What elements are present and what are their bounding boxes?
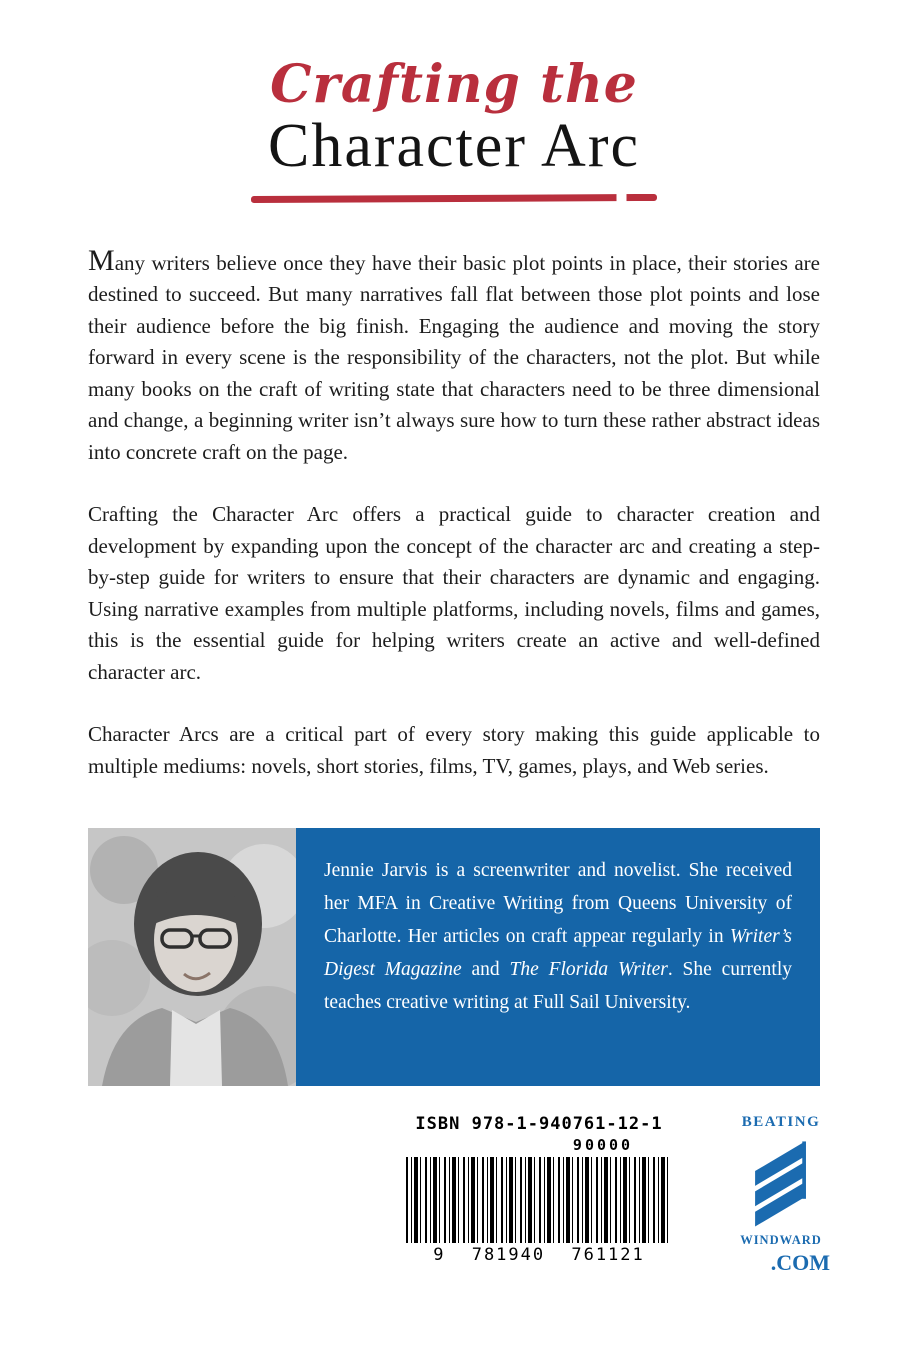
- author-bio: [296, 828, 820, 1086]
- footer: [88, 1114, 830, 1344]
- bio-italic-title-2: The Florida Writer: [509, 959, 668, 981]
- bio-italic-title-1: Writer’s Digest Magazine: [324, 926, 792, 981]
- sail-logo-icon: [744, 1137, 818, 1231]
- isbn-barcode-block: [406, 1114, 672, 1265]
- bio-text-segment: and: [461, 959, 510, 981]
- barcode-price-code: 90000: [572, 1136, 634, 1155]
- title-block: [88, 54, 820, 202]
- author-section: [88, 828, 820, 1086]
- publisher-domain-suffix: .COM: [770, 1250, 830, 1276]
- barcode-bars: [406, 1157, 672, 1243]
- synopsis-paragraph-2: Crafting the Character Arc offers a practical guide to character creation and development by expanding upon the concept of the character arc and creating a step-by-step guide for writers to ensure that their characters are dynamic and engaging. Using narrative examples from multiple platforms, including novels, films and games, this is the essential guide for helping writers create an active and well-defined character arc.: [88, 502, 820, 684]
- isbn-number: ISBN 978-1-940761-12-1: [415, 1114, 663, 1135]
- synopsis-paragraph-1: [88, 243, 820, 469]
- barcode-digits: 9 781940 761121: [433, 1245, 645, 1266]
- publisher-logo-block: [728, 1114, 834, 1276]
- title-main: Character Arc: [268, 111, 640, 180]
- dropcap-initial: M: [88, 243, 115, 277]
- publisher-name-top: BEATING: [741, 1114, 821, 1131]
- author-portrait-image: [88, 828, 296, 1086]
- synopsis-paragraph-3: Character Arcs are a critical part of every story making this guide applicable to multiple mediums: novels, short stories, films, TV, games, plays, and Web series.: [88, 722, 820, 778]
- paragraph-text: any writers believe once they have their basic plot points in place, their stories are destined to succeed. But many narratives fall flat between those plot points and lose their audience before the big finish. Engaging the audience and moving the story forward in every scene is the responsibility of the characters, not the plot. But while many books on the craft of writing state that characters need to be three dimensional and change, a beginning writer isn’t always sure how to turn these rather abstract ideas into concrete craft on the page.: [88, 250, 820, 464]
- title-underline-rule: [251, 194, 657, 203]
- synopsis-section: [88, 243, 820, 783]
- bio-text-segment: Jennie Jarvis is a screenwriter and novelist. She received her MFA in Creative Writing from Queens University of Charlotte. Her articles on craft appear regularly in: [324, 860, 792, 948]
- author-photo: [88, 828, 296, 1086]
- bio-text-segment: . She currently teaches creative writing at Full Sail University.: [324, 959, 793, 1014]
- title-script: Crafting the: [270, 54, 638, 115]
- publisher-name-bottom: WINDWARD: [740, 1233, 822, 1248]
